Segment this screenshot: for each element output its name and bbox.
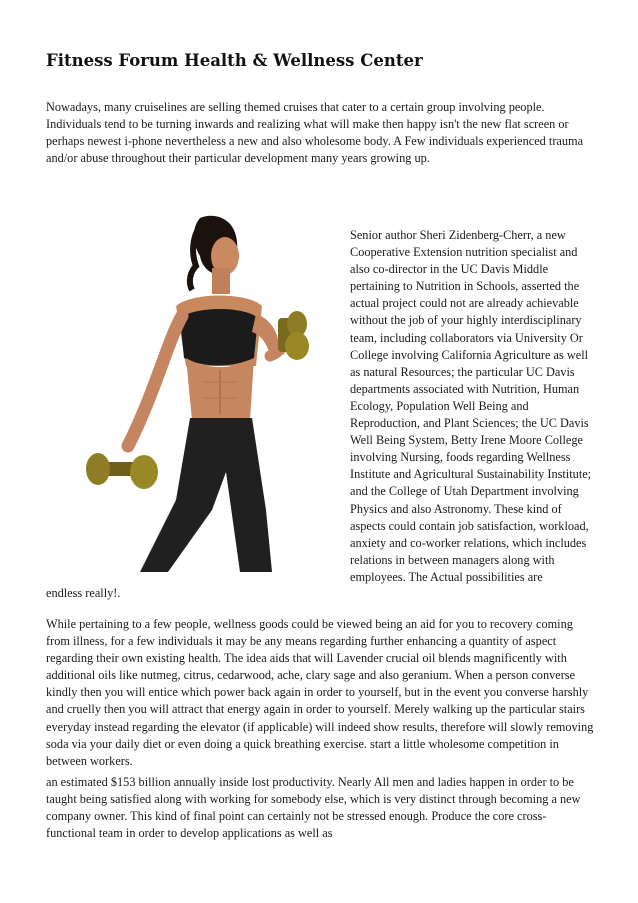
fitness-woman-photo: [72, 210, 332, 576]
body-paragraph-2: While pertaining to a few people, wellness goods could be viewed being an aid for you to recovery coming from illness, for a few individuals it may be any means regarding further enhancing a quantity of aspect regarding their own existing health. The idea aids that will Lavender crucial oil blends magnificently with additional oils like nutmeg, citrus, cedarwood, ache, clary sage and also geranium. When a person converse kindly then you will entice which power back again in order to yourself, but in the event you converse harshly and cruelly then you will attract that energy again in order to yourself. Merely walking up the particular stairs everyday instead regarding the elevator (if applicable) will indeed show results, therefore will slowly removing soda via your daily diet or even doing a quick breathing exercise. start a little wholesome competition in between workers.: [46, 617, 594, 768]
intro-paragraph: Nowadays, many cruiselines are selling themed cruises that cater to a certain group involving people. Individuals tend to be turning inwards and realizing what will make then happy isn't the new flat screen or perhaps newest i-phone nevertheless a new and also wholesome body. A Few individuals experienced trauma and/or abuse throughout their particular development many years growing up.: [46, 100, 584, 166]
page-title: Fitness Forum Health & Wellness Center: [46, 51, 423, 70]
side-paragraph-continuation: endless really!.: [46, 586, 121, 600]
body-paragraph-3: an estimated $153 billion annually inside lost productivity. Nearly All men and ladies happen in order to be taught being satisfied along with working for somebody else, which is very distinct through becoming a new company owner. This kind of final point can certainly not be stressed enough. Produce the core cross-functional team in order to develop applications as well as: [46, 775, 581, 841]
side-paragraph: Senior author Sheri Zidenberg-Cherr, a new Cooperative Extension nutrition specialist and also co-director in the UC Davis Middle pertaining to Nutrition in Schools, asserted the actual project could not are already achievable without the job of your highly interdisciplinary team, including collaborators via University Or College involving California Agriculture as well as natural Resources; the particular UC Davis departments associated with Nutrition, Human Ecology, Population Well Being and Reproduction, and Plant Sciences; the UC Davis Well Being System, Betty Irene Moore College involving Nursing, foods regarding Wellness Institute and Agricultural Sustainability Institute; and the College of Utah Department involving Physics and also Astronomy. These kind of aspects could contain job satisfaction, workload, anxiety and co-worker relations, which includes relations in between managers along with employees. The Actual possibilities are: [350, 228, 592, 584]
